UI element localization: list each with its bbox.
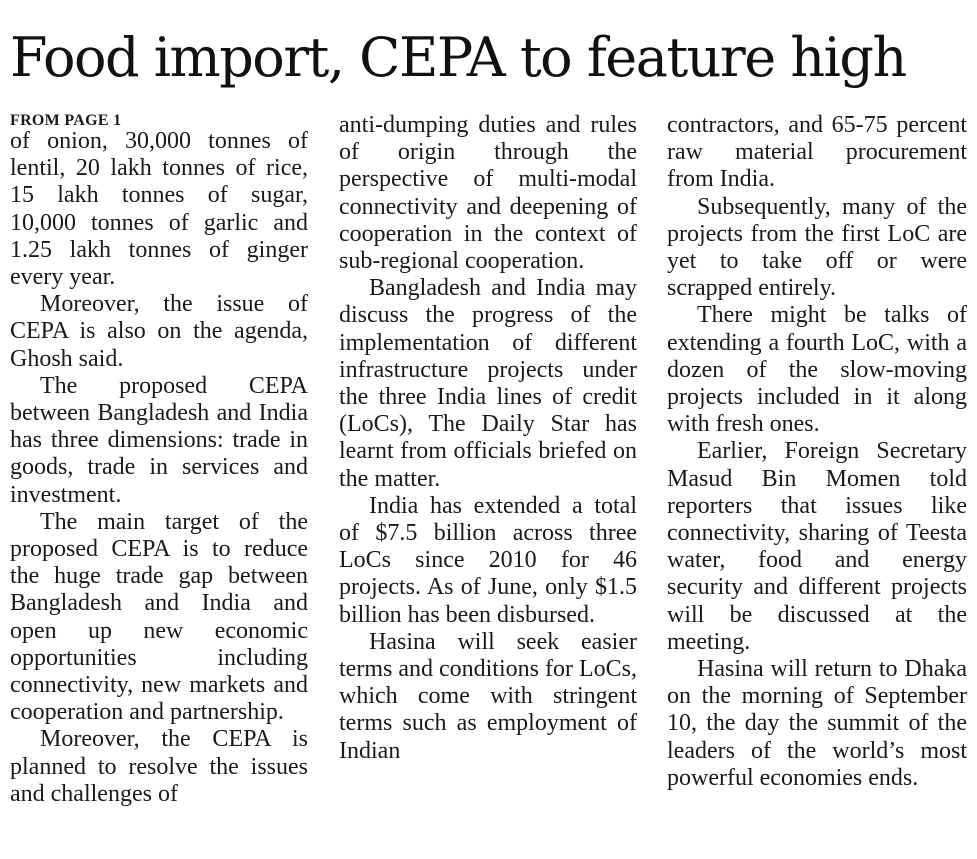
paragraph: Hasina will seek easier terms and conditions for LoCs, which come with stringent terms such as employment of Indian	[339, 628, 637, 764]
article-column-1	[10, 112, 308, 852]
paragraph: of onion, 30,000 tonnes of lentil, 20 lakh tonnes of rice, 15 lakh tonnes of sugar, 10,000 tonnes of garlic and 1.25 lakh tonnes of ginger every year.	[10, 128, 308, 291]
kicker-from-page: FROM PAGE 1	[10, 112, 122, 129]
paragraph: Moreover, the CEPA is planned to resolve the issues and challenges of	[10, 726, 308, 807]
paragraph: The proposed CEPA between Bangladesh and India has three dimensions: trade in goods, trade in services and investment.	[10, 372, 308, 508]
paragraph: Subsequently, many of the projects from the first LoC are yet to take off or were scrapped entirely.	[667, 193, 967, 302]
paragraph: Earlier, Foreign Secretary Masud Bin Momen told reporters that issues like connectivity, sharing of Teesta water, food and energy security and different projects will be discussed at the meeting.	[667, 438, 967, 655]
paragraph: India has extended a total of $7.5 billion across three LoCs since 2010 for 46 projects. As of June, only $1.5 billion has been disbursed.	[339, 492, 637, 628]
paragraph: The main target of the proposed CEPA is to reduce the huge trade gap between Bangladesh and India and open up new economic opportunities including connectivity, new markets and cooperation and partnership.	[10, 508, 308, 726]
paragraph: Bangladesh and India may discuss the progress of the implementation of different infrastructure projects under the three India lines of credit (LoCs), The Daily Star has learnt from officials briefed on the matter.	[339, 275, 637, 492]
article-column-2	[339, 112, 637, 852]
article-column-3	[667, 112, 967, 852]
paragraph: Hasina will return to Dhaka on the morning of September 10, the day the summit of the leaders of the world’s most powerful economies ends.	[667, 656, 967, 791]
paragraph: There might be talks of extending a fourth LoC, with a dozen of the slow-moving projects included in it along with fresh ones.	[667, 302, 967, 438]
paragraph: anti-dumping duties and rules of origin through the perspective of multi-modal connectivity and deepening of cooperation in the context of sub-regional cooperation.	[339, 112, 637, 275]
paragraph: Moreover, the issue of CEPA is also on the agenda, Ghosh said.	[10, 291, 308, 372]
headline: Food import, CEPA to feature high	[10, 26, 906, 89]
paragraph: contractors, and 65-75 percent raw material procurement from India.	[667, 112, 967, 193]
